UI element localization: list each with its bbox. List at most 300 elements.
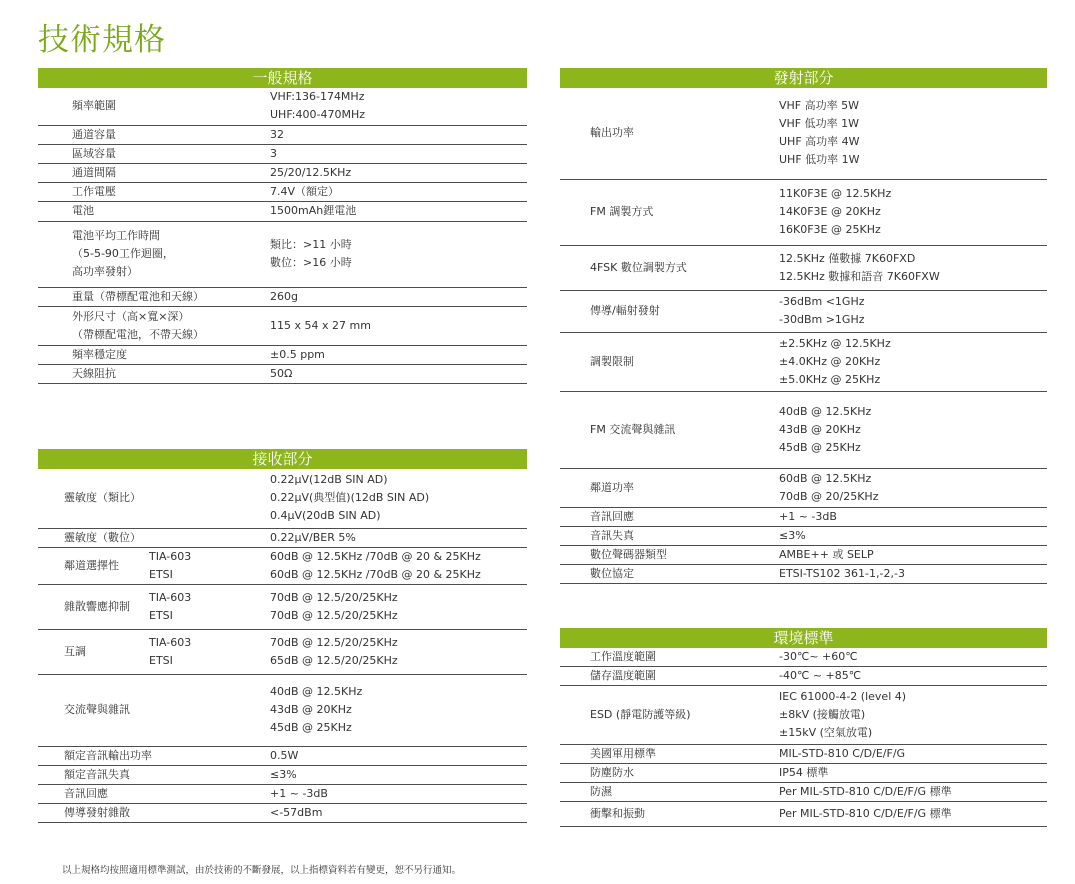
spec-row: [38, 345, 527, 364]
spec-value: [270, 765, 527, 784]
spec-value-text-line: 45dB @ 25KHz: [779, 440, 861, 454]
receive-section: [38, 449, 527, 823]
spec-label-text: [590, 648, 779, 666]
spec-label-text-line: 數位協定: [590, 566, 634, 580]
spec-label-text-line: 重量（帶標配電池和天線）: [72, 289, 204, 303]
spec-value-text-line: 115 x 54 x 27 mm: [270, 318, 371, 332]
transmit-header: 發射部分: [560, 68, 1047, 88]
spec-value-text-line: 70dB @ 12.5/20/25KHz: [270, 590, 398, 604]
spec-value-text-line: -30℃~ +60℃: [779, 650, 858, 663]
spec-value: [270, 144, 527, 163]
spec-label-text: [590, 302, 779, 320]
spec-label-text-line: 電池平均工作時間: [72, 229, 160, 242]
spec-label: [560, 526, 779, 545]
spec-value: [270, 201, 527, 221]
spec-row: [560, 526, 1047, 545]
spec-row: [38, 803, 527, 822]
spec-label-text: [72, 365, 270, 383]
receive-header: 接收部分: [38, 449, 527, 469]
spec-value-text: [779, 648, 1047, 666]
spec-label-text: [64, 701, 270, 719]
spec-label: [38, 287, 270, 306]
spec-standard-text-line: TIA-603: [149, 635, 192, 649]
spec-row: [560, 783, 1047, 802]
spec-label-text: [64, 747, 270, 765]
environment-section: [560, 628, 1047, 827]
spec-value-text: [270, 288, 527, 306]
spec-label-text-line: 音訊回應: [64, 786, 108, 800]
spec-value: [270, 306, 527, 345]
spec-label-text-line: 鄰道選擇性: [64, 558, 119, 572]
spec-label: [560, 764, 779, 783]
spec-row: [38, 547, 527, 584]
spec-value-text: [270, 88, 527, 124]
spec-label: [38, 88, 270, 125]
spec-row: [560, 245, 1047, 290]
spec-value-text: [270, 766, 527, 784]
spec-value-text-line: -36dBm <1GHz: [779, 295, 865, 308]
spec-label-text: [72, 202, 270, 220]
spec-value-text-line: UHF 低功率 1W: [779, 153, 860, 167]
spec-label-text-line: 防塵防水: [590, 766, 634, 779]
spec-value-text: [779, 688, 1047, 742]
spec-value: [270, 364, 527, 383]
spec-value-text: [779, 185, 1047, 239]
spec-label-text-line: （帶標配電池，不帶天線）: [72, 327, 204, 341]
spec-value-text: [779, 764, 1047, 782]
spec-label: [38, 163, 270, 182]
spec-value-text-line: 60dB @ 12.5KHz /70dB @ 20 & 25KHz: [270, 567, 481, 581]
spec-value: [779, 564, 1047, 583]
spec-label: [560, 468, 779, 507]
spec-value: [779, 545, 1047, 564]
spec-label: [38, 746, 270, 765]
spec-label-text-line: 靈敏度（類比）: [64, 491, 141, 505]
spec-label-text: [64, 529, 270, 547]
spec-value-text-line: 7.4V（額定）: [270, 184, 340, 198]
spec-value: [779, 245, 1047, 290]
spec-row: [38, 201, 527, 221]
spec-value-text: [779, 403, 1047, 457]
spec-label-text-line: 雜散響應抑制: [64, 599, 130, 613]
spec-value-text-line: VHF:136-174MHz: [270, 90, 365, 104]
spec-label-text: [64, 785, 270, 803]
spec-value-text: [779, 250, 1047, 286]
spec-label-text-line: 傳導/輻射發射: [590, 304, 660, 317]
spec-row: [560, 88, 1047, 179]
spec-value-text-line: 40dB @ 12.5KHz: [270, 685, 363, 698]
spec-value: [270, 469, 527, 528]
spec-row: [560, 290, 1047, 332]
spec-value: [270, 674, 527, 746]
spec-standard-text-line: TIA-603: [149, 549, 192, 563]
spec-value-text-line: ETSI-TS102 361-1,-2,-3: [779, 566, 905, 580]
spec-label-text: [590, 546, 779, 564]
spec-row: [38, 528, 527, 547]
spec-label-text-line: 外形尺寸（高×寬×深）: [72, 309, 190, 323]
spec-value-text-line: +1 ~ -3dB: [779, 509, 837, 523]
spec-row: [38, 765, 527, 784]
spec-row: [560, 745, 1047, 764]
spec-label-text: [590, 479, 779, 497]
spec-value-text: [270, 529, 527, 547]
spec-label: [560, 783, 779, 802]
spec-value-text: [779, 667, 1047, 685]
spec-value-text-line: 40dB @ 12.5KHz: [779, 404, 872, 418]
spec-label-text-line: FM 交流聲與雜訊: [590, 422, 676, 436]
spec-value-text: [779, 565, 1047, 583]
spec-label-text-line: 頻率範圍: [72, 99, 116, 113]
spec-row: [560, 391, 1047, 468]
spec-label: [38, 803, 270, 822]
spec-value-text-line: 65dB @ 12.5/20/25KHz: [270, 653, 398, 667]
spec-label-text: [72, 183, 270, 201]
spec-row: [560, 332, 1047, 391]
spec-label-text-line: 天線阻抗: [72, 366, 116, 380]
spec-label-text-line: 防濕: [590, 785, 612, 798]
spec-value-text: [779, 508, 1047, 526]
spec-value-text: [779, 805, 1047, 823]
spec-value: [270, 125, 527, 144]
spec-value: [270, 88, 527, 125]
spec-value-text-line: AMBE++ 或 SELP: [779, 547, 874, 561]
spec-value: [779, 526, 1047, 545]
spec-label-text-line: 靈敏度（數位）: [64, 530, 141, 544]
spec-value: [779, 667, 1047, 686]
spec-label-text: [590, 421, 779, 439]
spec-value-text: [270, 471, 527, 525]
spec-value: [779, 179, 1047, 245]
spec-label: [560, 648, 779, 667]
spec-standard: [149, 584, 270, 629]
spec-value-text: [270, 683, 527, 737]
spec-value-text-line: 12.5KHz 數據和語音 7K60FXW: [779, 269, 940, 283]
spec-value-text-line: ±5.0KHz @ 25KHz: [779, 372, 881, 386]
spec-label: [560, 745, 779, 764]
spec-value-text: [779, 97, 1047, 169]
spec-label-text-line: 通道容量: [72, 127, 116, 141]
spec-value-text-line: Per MIL-STD-810 C/D/E/F/G 標準: [779, 807, 952, 820]
transmit-section: [560, 68, 1047, 584]
transmit-table: [560, 88, 1047, 584]
spec-standard-text-line: ETSI: [149, 608, 173, 622]
spec-row: [38, 221, 527, 287]
spec-value: [270, 163, 527, 182]
spec-label: [38, 629, 149, 674]
spec-label: [560, 564, 779, 583]
spec-value-text-line: 0.5W: [270, 748, 299, 762]
spec-value: [779, 783, 1047, 802]
spec-row: [38, 163, 527, 182]
spec-label-text: [72, 288, 270, 306]
spec-value: [779, 391, 1047, 468]
spec-value: [779, 290, 1047, 332]
spec-value-text: [270, 785, 527, 803]
spec-value-text: [270, 804, 527, 822]
general-section: [38, 68, 527, 384]
spec-value-text-line: ±8kV (接觸放電): [779, 708, 866, 721]
spec-value-text: [270, 183, 527, 201]
spec-value-text-line: 14K0F3E @ 20KHz: [779, 205, 881, 218]
spec-value: [270, 584, 527, 629]
spec-label: [560, 179, 779, 245]
spec-value-text-line: 12.5KHz 僅數據 7K60FXD: [779, 251, 916, 265]
spec-label-text: [64, 598, 149, 616]
spec-row: [560, 686, 1047, 745]
spec-row: [38, 144, 527, 163]
spec-value-text: [270, 317, 527, 335]
spec-label: [560, 686, 779, 745]
spec-value-text-line: 260g: [270, 289, 298, 303]
spec-value: [779, 88, 1047, 179]
spec-value-text: [779, 527, 1047, 545]
spec-value-text: [779, 335, 1047, 389]
spec-label-text-line: 音訊回應: [590, 509, 634, 523]
receive-table: [38, 469, 527, 823]
spec-label: [38, 784, 270, 803]
spec-label-text: [590, 783, 779, 801]
spec-value-text-line: 16K0F3E @ 25KHz: [779, 223, 881, 236]
spec-value-text-line: IP54 標準: [779, 766, 829, 779]
spec-value-text-line: 0.4μV(20dB SIN AD): [270, 509, 381, 523]
spec-value-text: [779, 293, 1047, 329]
spec-label-text-line: 美國軍用標準: [590, 747, 656, 760]
spec-value-text-line: 25/20/12.5KHz: [270, 165, 352, 179]
spec-label: [560, 332, 779, 391]
spec-value-text-line: <-57dBm: [270, 805, 323, 819]
spec-label-text: [590, 508, 779, 526]
spec-label-text: [72, 126, 270, 144]
spec-row: [38, 88, 527, 125]
spec-row: [560, 667, 1047, 686]
spec-value-text-line: 0.22μV/BER 5%: [270, 530, 356, 544]
spec-value-text-line: UHF:400-470MHz: [270, 108, 365, 122]
spec-value-text-line: -40℃ ~ +85℃: [779, 669, 862, 682]
spec-label-text: [64, 557, 149, 575]
general-table: [38, 88, 527, 384]
spec-row: [560, 648, 1047, 667]
spec-label-text-line: 輸出功率: [590, 126, 634, 140]
spec-value: [779, 802, 1047, 827]
spec-label-text-line: 通道間隔: [72, 165, 116, 179]
spec-label: [560, 802, 779, 827]
spec-value-text-line: 0.22μV(典型值)(12dB SIN AD): [270, 491, 430, 505]
spec-row: [38, 182, 527, 201]
spec-value-text-line: 數位：>16 小時: [270, 256, 352, 269]
spec-row: [38, 306, 527, 345]
spec-label: [38, 201, 270, 221]
spec-value: [270, 528, 527, 547]
spec-value-text-line: +1 ~ -3dB: [270, 786, 328, 800]
spec-row: [38, 364, 527, 383]
spec-value-text-line: IEC 61000-4-2 (level 4): [779, 690, 907, 703]
spec-value-text-line: 32: [270, 127, 284, 141]
spec-label-text: [64, 489, 270, 507]
spec-label: [38, 345, 270, 364]
spec-value-text: [270, 346, 527, 364]
spec-label-text: [64, 643, 149, 661]
spec-label: [38, 221, 270, 287]
spec-standard: [149, 547, 270, 584]
spec-label: [38, 584, 149, 629]
spec-value-text: [779, 745, 1047, 763]
spec-value-text-line: 0.22μV(12dB SIN AD): [270, 473, 388, 487]
spec-value-text: [270, 145, 527, 163]
spec-standard-text-line: TIA-603: [149, 590, 192, 604]
spec-value-text-line: 43dB @ 20KHz: [779, 422, 861, 436]
spec-label: [38, 182, 270, 201]
spec-value-text: [270, 164, 527, 182]
spec-value-text: [270, 634, 527, 670]
spec-value-text-line: 70dB @ 12.5/20/25KHz: [270, 608, 398, 622]
spec-label: [38, 364, 270, 383]
spec-row: [560, 564, 1047, 583]
spec-label-text: [590, 745, 779, 763]
spec-value-text: [779, 546, 1047, 564]
spec-row: [560, 468, 1047, 507]
spec-row: [38, 746, 527, 765]
spec-label-text-line: 工作溫度範圍: [590, 650, 656, 663]
spec-label-text-line: 調製限制: [590, 354, 634, 368]
spec-value-text-line: VHF 低功率 1W: [779, 117, 859, 131]
spec-value-text-line: -30dBm >1GHz: [779, 313, 865, 326]
spec-label: [560, 545, 779, 564]
spec-value-text-line: 50Ω: [270, 366, 293, 380]
spec-value-text-line: 11K0F3E @ 12.5KHz: [779, 187, 892, 200]
spec-label-text-line: 工作電壓: [72, 184, 116, 198]
spec-label-text-line: 衝擊和振動: [590, 807, 645, 820]
spec-value: [779, 468, 1047, 507]
spec-label: [38, 674, 270, 746]
spec-value-text-line: ±15kV (空氣放電): [779, 726, 873, 739]
spec-standard-text-line: ETSI: [149, 567, 173, 581]
spec-label-text: [590, 667, 779, 685]
spec-label-text: [590, 764, 779, 782]
spec-value: [270, 345, 527, 364]
spec-value: [270, 629, 527, 674]
spec-row: [560, 802, 1047, 827]
general-header: 一般規格: [38, 68, 527, 88]
spec-value: [270, 746, 527, 765]
spec-row: [560, 545, 1047, 564]
spec-standard-text: [149, 548, 270, 584]
spec-label-text: [590, 706, 779, 724]
spec-row: [560, 764, 1047, 783]
spec-standard: [149, 629, 270, 674]
spec-label-text-line: 電池: [72, 204, 94, 217]
spec-label-text-line: 音訊失真: [590, 528, 634, 542]
spec-label: [560, 290, 779, 332]
spec-value-text-line: ±4.0KHz @ 20KHz: [779, 354, 881, 368]
spec-label-text: [72, 164, 270, 182]
spec-value-text-line: 43dB @ 20KHz: [270, 703, 352, 716]
spec-value-text-line: 3: [270, 146, 277, 160]
spec-label-text: [72, 308, 270, 344]
spec-label: [38, 306, 270, 345]
spec-value-text-line: ≤3%: [779, 528, 806, 542]
spec-value-text-line: 60dB @ 12.5KHz: [779, 471, 872, 485]
spec-label: [38, 528, 270, 547]
spec-value-text: [270, 548, 527, 584]
spec-value-text: [270, 365, 527, 383]
spec-value-text-line: 45dB @ 25KHz: [270, 721, 352, 734]
spec-standard-text-line: ETSI: [149, 653, 173, 667]
spec-value: [270, 287, 527, 306]
spec-label-text-line: FM 調製方式: [590, 205, 654, 218]
spec-label-text: [590, 565, 779, 583]
spec-label-text: [590, 805, 779, 823]
spec-value: [270, 182, 527, 201]
environment-header: 環境標準: [560, 628, 1047, 648]
spec-label: [560, 507, 779, 526]
spec-label-text-line: （5-5-90工作迴圈，: [72, 247, 174, 260]
spec-value: [779, 507, 1047, 526]
spec-value-text-line: ±2.5KHz @ 12.5KHz: [779, 336, 891, 350]
spec-value-text: [270, 747, 527, 765]
environment-table: [560, 648, 1047, 827]
spec-value: [779, 764, 1047, 783]
spec-value-text-line: UHF 高功率 4W: [779, 135, 860, 149]
spec-value-text-line: MIL-STD-810 C/D/E/F/G: [779, 747, 906, 760]
spec-label-text: [64, 804, 270, 822]
spec-label-text-line: 4FSK 數位調製方式: [590, 260, 687, 274]
spec-row: [560, 507, 1047, 526]
spec-row: [38, 629, 527, 674]
spec-value-text-line: ±0.5 ppm: [270, 347, 325, 361]
spec-value-text-line: 70dB @ 20/25KHz: [779, 489, 879, 503]
spec-label-text-line: 交流聲與雜訊: [64, 703, 130, 716]
spec-row: [560, 179, 1047, 245]
spec-value: [270, 221, 527, 287]
spec-label-text-line: 儲存溫度範圍: [590, 669, 656, 682]
spec-row: [38, 469, 527, 528]
spec-label: [38, 144, 270, 163]
spec-label-text-line: 互調: [64, 644, 86, 658]
spec-label-text-line: ESD (靜電防護等級): [590, 708, 691, 721]
spec-label: [560, 667, 779, 686]
spec-value: [779, 648, 1047, 667]
spec-value-text-line: 70dB @ 12.5/20/25KHz: [270, 635, 398, 649]
spec-label: [38, 469, 270, 528]
spec-value: [270, 784, 527, 803]
spec-label-text-line: 鄰道功率: [590, 480, 634, 494]
spec-row: [38, 287, 527, 306]
spec-label: [560, 88, 779, 179]
spec-value-text: [270, 126, 527, 144]
spec-label-text: [72, 145, 270, 163]
spec-value-text: [779, 470, 1047, 506]
spec-label-text-line: 額定音訊失真: [64, 767, 130, 781]
spec-row: [38, 125, 527, 144]
spec-label-text: [590, 353, 779, 371]
spec-value-text: [270, 202, 527, 220]
spec-label-text: [590, 259, 779, 277]
spec-label-text: [64, 766, 270, 784]
spec-value: [270, 547, 527, 584]
spec-row: [38, 784, 527, 803]
spec-label-text-line: 區域容量: [72, 146, 116, 160]
spec-label-text: [72, 227, 270, 281]
spec-label-text-line: 數位聲碼器類型: [590, 547, 667, 561]
spec-value-text-line: 類比：>11 小時: [270, 238, 352, 251]
spec-label-text-line: 高功率發射）: [72, 265, 138, 278]
spec-label-text: [590, 527, 779, 545]
spec-standard-text: [149, 589, 270, 625]
spec-value-text-line: 1500mAh鋰電池: [270, 204, 357, 217]
spec-row: [38, 674, 527, 746]
spec-label-text: [590, 124, 779, 142]
spec-label-text-line: 頻率穩定度: [72, 347, 127, 361]
